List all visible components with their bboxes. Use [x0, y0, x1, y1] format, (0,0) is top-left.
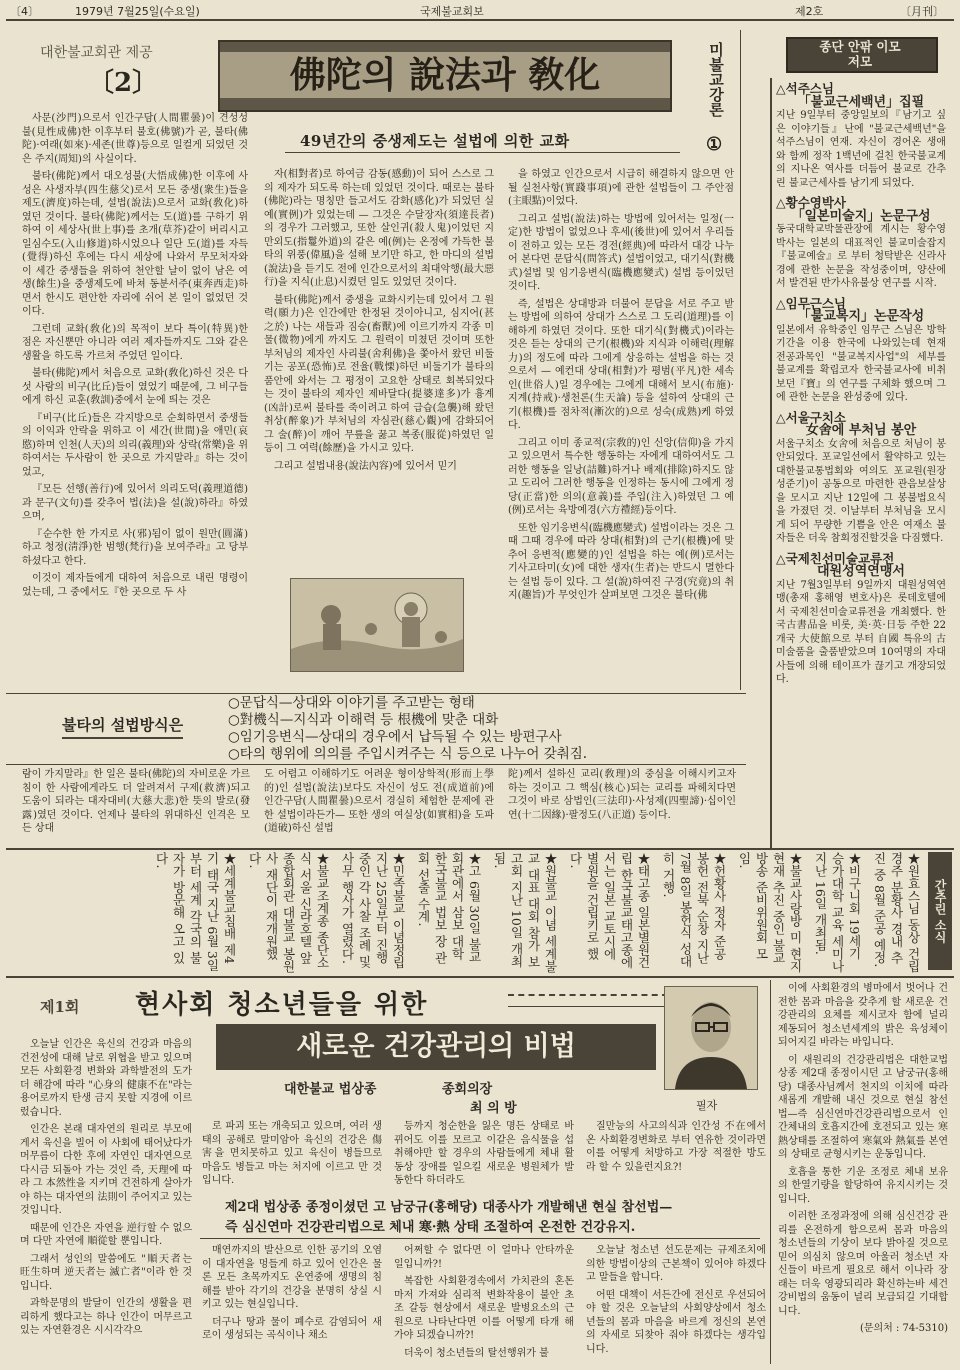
- paragraph: 『비구(比丘)들은 각지방으로 순회하면서 중생들의 이익과 안락을 위하고 이 세간(世間)을 애민(哀愍)하며 인천(人天)의 의리(義理)와 상락(常樂)을 위하여서는 두사람이 한 곳으로 가지말라』하는 것이었고,: [22, 412, 248, 478]
- sidebar-item-title: 「불교복지」논문작성: [797, 309, 925, 324]
- health-title-2: 새로운 건강관리의 비법: [296, 1031, 576, 1062]
- sidebar-item: [776, 82, 946, 190]
- health-col-3b: [394, 1244, 574, 1364]
- paragraph: 그리고 이미 종교적(宗敎的)인 신앙(信仰)을 가지고 있으면서 특수한 행동하는 자에게 대하여서도 그러한 행동을 일낭(詰難)하거나 배제(排除)하지도 않고 도리어 그러한 행동을 인정하는 동시에 그에게 정당(正當)한 의의(意義)를 주입(注入)하였던 그 예(例)로서는 육방예경(六方禮經)등이다.: [508, 437, 734, 516]
- brief-item: ★불교조계종 종단소식 서울 신라호텔 앞 종합회관 대불교 봉원사 재단이 재개원했다.: [247, 852, 330, 973]
- methods-top-rule: [6, 693, 746, 694]
- sidebar-item-title: 「일본미술지」논문구성: [791, 208, 931, 224]
- health-org: 대한불교 법상종: [284, 1082, 377, 1097]
- health-title-1: 현사회 청소년들을 위한: [135, 990, 429, 1020]
- series-number: ①: [706, 134, 723, 155]
- paragraph: 또한 임기응변식(臨機應變式) 설법이라는 것은 그때 그때 경우에 따라 상대(相對)의 근기(根機)에 맞추어 응변적(應變的)인 설법을 하는 예(例)로서는 기사고타미(女)에 대한 생자(生者)는 반드시 멸한다는 설법 등이 있다. 그 설(說)하여진 구경(究竟)의 취지(趣旨)가 무엇인가 살펴보면 그것은 불타(佛: [508, 522, 734, 601]
- brief-item: ★세계불교침배 제4기 태국 지난 6월 3일부터 세계 각국의 불자가 방문해 오고 있다.: [154, 852, 237, 972]
- health-lead-1: 제2대 법상종 종정이셨던 고 남궁규(홍해당) 대종사가 개발해낸 현실 참선법—: [225, 1200, 673, 1215]
- brief-item: ★태고종 일본별원건립 한국불교태고종에서는 일본 교토시에 별원을 건립키로 했다.: [568, 852, 651, 969]
- method-item: ○타의 행위에 의의를 주입시켜주는 식 등으로 나누어 갖춰짐.: [228, 746, 588, 762]
- paragraph: 즉, 설법은 상대방과 더불어 문답을 서로 주고 받는 방법에 의하여 상대가 스스로 그 도리(道理)를 이해하게 하였던 것이다. 또한 대기식(對機式)이라는 것은 듣는 상대의 근기(根機)와 지식과 이해력(理解力)의 정도에 따라 그에게 상응하는 설법을 하는 것으로서 — 예컨대 상대(相對)가 평범(平凡)한 세속인(世俗人)일 경우에는 그에게 대해서 보시(布施)·지계(持戒)·생천론(生天論) 등을 설하여 상대의 근기(根機)를 점차적(漸次的)으로 성숙(成熟)케 하였다.: [508, 298, 734, 431]
- health-author: 최 의 방: [470, 1101, 517, 1116]
- health-col-2b: [202, 1244, 382, 1364]
- brief-item: ★비구니회 19세기 승가대학 교육 세미나 지난 16일 개최됨.: [813, 852, 862, 973]
- health-col-3: [394, 1120, 574, 1194]
- brief-item: ★헌황사 정자 준공 봉헌 전북 순창 지난 7월 8일 봉헌식 성대히 거행.: [661, 852, 727, 968]
- health-series: 제1회: [40, 998, 80, 1016]
- method-item: ○문답식—상대와 이야기를 주고받는 형태: [228, 695, 475, 711]
- paragraph: 인간은 본래 대자연의 원리로 부모에게서 육신을 빌어 이 사회에 태어났다가 머무름이 다한 후에 자연인 대자연으로 다시금 되돌아 가는 것인 즉, 天理에 따라 그 本然性을 지키며 건전하게 살아가야 하는 대자연의 法則이 주어지고 있는 것입니다.: [20, 1124, 192, 1216]
- method-item: ○對機식—지식과 이해력 등 根機에 맞춘 대화: [228, 712, 499, 728]
- health-right-divider: [770, 980, 771, 1364]
- brief-item: ★원효스님 동상 건립 경주 분황사 경내 추진 중 8월 준공 예정.: [872, 852, 921, 973]
- paragraph: 불타(佛陀)께서 대오성불(大悟成佛)한 이후에 사성은 사생자부(四生慈父)로서 모든 중생(衆生)들을 제도(濟度)하는데, 설법(說法)으로서 교화(敎化)하였던 것이다. 불타(佛陀)께서는 도(道)를 구하기 위하여 이 세상사(世上事)를 초개(草芥)같이 버리시고 일심수도(入山修道)하시었으나 일단 도(道)를 자득(覺得)하신 후에는 다시 세상에 나와서 무모처자와 이 세간 중생들을 위하여 천안할 날이 없이 남은 여생(餘生)을 중생제도에 바쳐 동분서주(東奔西走)하면서 한시도 편안한 자리에 쉬어 본 일이 없었던 것이다.: [22, 171, 248, 317]
- health-title-2-box: [216, 1024, 656, 1070]
- sidebar-item-head: △황수영박사: [776, 195, 846, 210]
- sidebar-item-title: 女舍에 부처님 봉안: [805, 423, 917, 438]
- sidebar-item-body: 지난 7월3일부터 9일까지 대원성역연맹(총재 홍해영 변호사)은 롯데호텔에서 국제친선미술교류전을 개최했다. 한국古書品을 비롯, 美·英·日등 주한 22개국 大使館으로 부터 自國 특유의 古미술품을 출품받았으며 10여명의 자대사들에 의해 테이프가 끊기고 개장되었다.: [776, 579, 946, 685]
- sidebar-item-head: △석주스님: [776, 82, 834, 96]
- brief-item: ★민족불교 이념정립 지난 25일부터 진행 중인 각 사찰 조례 및 사무 행사가 열렸다.: [340, 852, 406, 969]
- paragraph: 『순수한 한 가지로 사(邪)됨이 없이 원만(圓滿)하고 청정(淸淨)한 범행(梵行)을 보여주라』고 당부하셨다고 한다.: [22, 528, 248, 567]
- paragraph: 그리고 설법내용(說法內容)에 있어서 믿기: [274, 460, 457, 472]
- paragraph: 과학문명의 발달이 인간의 생활을 편리하게 했다고는 하나 인간이 머무르고 있는 자연환경은 시시각각으: [20, 1298, 192, 1336]
- sidebar-item-head: △국제친선미술교류전: [776, 550, 895, 566]
- paragraph: 그래서 성인의 말씀에도 "順天者는 旺生하며 逆天者는 滅亡者"이라 한 것입니다.: [20, 1253, 192, 1292]
- page-number: 〔4〕: [10, 5, 39, 18]
- lecture-subtitle: 49년간의 중생제도는 설법에 의한 교화: [300, 132, 570, 150]
- series-divider: [740, 30, 741, 690]
- lecture-col-2: [264, 168, 494, 560]
- health-lead-2: 즉 심신연마 건강관리법으로 체내 寒·熱 상태 조절하여 온전한 건강유지.: [225, 1220, 636, 1235]
- paragraph: 질만능의 사고의식과 인간성 不在에서 온 사회환경변화로 부터 연유한 것이라면 이를 어떻게 처방하고 가장 적절한 방도라 할 수 있을런지요?!: [586, 1121, 766, 1173]
- sidebar-item-title: 「불교근세백년」집필: [797, 94, 925, 110]
- health-title-decoration: [508, 994, 668, 1007]
- paragraph: 복잡한 사회환경속에서 가치관의 혼돈마저 가져와 심리적 변화작용이 불안 초조 갈등 현상에서 새로운 발병요소의 근원으로 나타난다면 이를 어떻게 타개 해가야 되겠습니까?!: [394, 1276, 574, 1341]
- paragraph: 때문에 인간은 자연을 逆行할 수 없으며 다만 자연에 順從할 뿐입니다.: [20, 1222, 192, 1247]
- paragraph: 불타(佛陀)께서 중생을 교화시키는데 있어서 그 원력(願力)은 인간에만 한정된 것이아니고, 심지어(甚之於) 나는 새들과 짐승(畜獸)에 이르기까지 각종 미물(微物)에게 까지도 그 원력이 미쳤던 것이며 또한 부처님의 제자인 사리불(舍利佛)을 쫓아서 왔던 비둘기는 공포(恐怖)로 전율(戰慄)하던 비둘기가 불타의 품안에 와서는 그 평정이 고요한 상태로 회복되었다는 것이 불타의 제자인 제바달다(提婆達多)가 흉계(凶計)로써 불타를 죽이려고 하여 급습(急襲)해 왔던 취상(醉象)가 부처님의 자심관(慈心觀)에 감화되어 그 술(醉)이 깨어 무릎을 꿇고 복종(服從)하였던 일 등이 그 여력(餘歷)을 가시고 있다.: [264, 294, 494, 454]
- paragraph: 이러한 조정과정에 의해 심신건강 관리를 온전하게 함으로써 몸과 마음의 청소년들의 기상이 보다 밝아질 것으로 믿어 의심치 않으며 아울러 청소년 자신들이 바르게 필요로 해서 이나라 장래는 더욱 영광되리라 확신하는바 세건강비법의 움동이 널리 보급되길 기대합니다.: [778, 1211, 948, 1317]
- brief-bottom-rule: [6, 976, 954, 978]
- health-col-4: [586, 1120, 766, 1194]
- series-label: 미불교강론: [707, 42, 725, 117]
- sidebar-item: [776, 411, 946, 546]
- methods-list: [228, 695, 738, 763]
- sidebar-item: [776, 552, 946, 687]
- health-role: 종회의장: [442, 1082, 493, 1097]
- photo-caption: 필자: [696, 1099, 718, 1112]
- issue-date: 1979년 7월25일(수요일): [75, 5, 200, 18]
- paragraph: 등까지 청순한을 잃은 명든 상태로 바뀌어도 이를 모르고 이같은 음식물을 섭취해야만 할 경우의 사람들에게 체내 활동상 장애를 일으킬 새로운 병원체가 발동한다 하더라도: [394, 1121, 574, 1186]
- brief-strip: [10, 852, 922, 974]
- lecture-number: 〔2〕: [88, 68, 159, 98]
- sidebar-header-title: 종단 안팎 이모 저모: [819, 39, 901, 69]
- paragraph: 오늘날 인간은 육신의 건강과 마음의 건전성에 대해 날로 위협을 받고 있으며 모든 사회환경 변화와 과학발전의 도가 더 해감에 따라 "心身의 健康不在"라는 용어로까지 탄생 금지 못할 지경에 이르렀습니다.: [20, 1039, 192, 1118]
- brief-item: ★고 6월 30일 불교 회관에서 삼보 대학 한국불교 법보 장 관 회 선출 수계.: [416, 852, 482, 964]
- paragraph: 사문(沙門)으로서 인간구담(人間瞿曇)이 견성성불(見性成佛)한 이후부터 불호(佛號)가 곧, 불타(佛陀)·여래(如來)·세존(世尊)등으로 일컬게 되었던 것은 주지(周知)의 사실이다.: [22, 113, 248, 165]
- brief-item: ★불교사랑방 미 현지 현재 추진 중인 불교방송 준비위원회 모임.: [737, 852, 803, 973]
- paragraph: 로 파괴 또는 개축되고 있으며, 여러 생태의 공해로 말미암아 육신의 건강은 傷害을 면치못하고 있고 육신이 병들므로 마음도 병들고 마는 처지에 이르고 만 것입니다.: [202, 1121, 382, 1186]
- lecture-bottom-col-2: 도 어렵고 이해하기도 어려운 형이상학적(形而上學的)인 설법(說法)보다도 자신이 성도 전(成道前)에 인간구담(人間瞿曇)으로서 경실히 체험한 문제에 관한 설법이라든가— 또한 생의 여실상(如實相)을 도파(道破)하신 설법: [264, 769, 494, 834]
- masthead-rule: [6, 19, 954, 21]
- paragraph: 더욱이 청소년들의 탈선행위가 불: [404, 1347, 549, 1359]
- paper-name: 국제불교회보: [420, 5, 484, 18]
- paragraph: 매연까지의 발산으로 인한 공기의 오염이 대자연을 멍들게 하고 있어 인간은 물론 모든 초목까지도 온연중에 생명의 침해를 받아 각기의 건강을 분명히 상실 시키고 있는 현실입니다.: [202, 1245, 382, 1310]
- paragraph: 이것이 제자들에게 대하여 처음으로 내린 명령이었는데, 그 중에서도『한 곳으로 두 사: [22, 573, 248, 598]
- sidebar-item-title: 대원성역연맹서: [817, 564, 905, 579]
- sidebar-item-body: 서울구치소 女舍에 처음으로 처님이 봉안되었다. 포교일선에서 활약하고 있는 대한불교통법회와 여의도 포교원(원장 성준기)이 공동으로 마련한 관음보살상을 모시고 지난 12일에 그 봉불법요식을 가졌던 것. 이날부터 부처님을 모시게 되어 무량한 기쁨을 안은 여재소 불자들은 더욱 참회정진할것을 다짐했다.: [776, 438, 946, 544]
- lecture-provider: 대한불교회관 제공: [40, 45, 153, 61]
- sidebar-header: [786, 37, 938, 73]
- lecture-col-3: [508, 168, 734, 680]
- paragraph: 을 하였고 인간으로서 시급히 해결하지 않으면 안될 실천사항(實踐事項)에 관한 설법들이 그 주안점(主眼點)이었다.: [508, 169, 734, 207]
- paragraph: 호흡을 통한 기운 조정로 체내 보유의 한열기량을 할당하여 유지시키는 것입니다.: [778, 1166, 948, 1205]
- subtitle-underline: [285, 152, 680, 153]
- masthead: [0, 0, 960, 20]
- lecture-bottom-col-3: 陀)께서 설하신 교리(敎理)의 중심을 이해시키고자 하는 것이고 그 핵심(核心)되는 교리를 파헤치다면 그것이 바로 삼법인(三法印)·사성제(四聖諦)·십이인연(十二因緣)·팔정도(八正道) 등이다.: [508, 769, 736, 821]
- frequency: 〔月刊〕: [900, 5, 944, 18]
- paragraph: 더구나 땅과 물이 폐수로 감염되어 새로이 생성되는 곡식이나 채소: [202, 1316, 382, 1341]
- brief-top-rule: [6, 848, 954, 850]
- buddha-illustration: [290, 578, 464, 672]
- author-photo: [664, 986, 758, 1090]
- illustration-drawing: [291, 579, 463, 671]
- paragraph: 어떤 대책이 서든간에 전신로 우선되어야 할 것은 오늘날의 사회양상에서 청소년들의 몸과 마음을 바르게 정신의 본연의 자세로 되찾아 줘야 하겠다는 생각입니다.: [586, 1289, 766, 1355]
- method-item: ○임기응변식—상대의 경우에서 납득될 수 있는 방편구사: [228, 729, 562, 745]
- brief-header: 간추린 소식: [928, 852, 952, 970]
- paragraph: 불타(佛陀)께서 처음으로 교화(敎化)하신 것은 다섯 사람의 비구(比丘)들이 였었기 때문에, 그 비구들에게 하신 교훈(敎訓)중에서 눈에 띄는 것은: [22, 368, 248, 406]
- methods-title: 불타의 설법방식은: [62, 714, 183, 739]
- sidebar-item-body: 지난 9일부터 중앙일보의『남기고 싶은 이야기들』난에 "불교근세백년"을 석주스님이 연재. 자신이 경어온 생애와 함께 정작 1백년에 걸친 한국불교계의 지나온 역사를 더듬어 불교로 간추린 불교근세사를 남기게 되었다.: [776, 110, 946, 189]
- health-col-1: [20, 1038, 192, 1364]
- lecture-bottom-col-1: 람이 가지말라』한 일은 불타(佛陀)의 자비로운 가르침이 한 사람에게라도 더 알려져서 구제(救濟)되고 도움이 되라는 대자대비(大慈大悲)한 뜻의 발로(發露)였던 것이다. 언제나 불타의 위대하신 인격은 모든 상대: [22, 769, 250, 834]
- paragraph: 자(相對者)로 하여금 감동(感動)이 되어 스스로 그의 제자가 되도록 하는데 있었던 것이다. 때로는 불타(佛陀)라는 명칭만 들고서도 감화(感化)가 되었던 실예(實例)가 있었는데 — 그것은 수달장자(須達長者)의 경우가 그러했고, 또한 살인귀(殺人鬼)이었던 지만외도(指鬘外道)의 같은 예(例)는 온정에 가득한 불타의 위풍(偉風)을 설해 보기만 하고, 한 마디의 설법(說法)을 듣기도 전에 인간으로서의 최대악행(最大惡行)을 지식(止息)시켰던 일도 있었던 것이다.: [264, 169, 494, 288]
- paragraph: 『모든 선행(善行)에 있어서 의리도덕(義理道德)과 문구(文句)를 갖추어 법(法)을 설(說)하라』하였으며,: [22, 484, 248, 522]
- paragraph: 오늘날 청소년 선도문제는 규제조치에 의한 방법이상의 근본책이 있어야 하겠다고 말들을 합니다.: [586, 1245, 766, 1283]
- sidebar-item-body: 일본에서 유학중인 임무근 스님은 방학기간을 이용 한국에 나와있는데 현재 전공과목인 "불교복지사업"의 세부를 불교계를 확립코자 한국불교사에 비취보던『寶』의 연구를 구체화 했으며 그에 관한 논문을 완성중에 있다.: [776, 324, 946, 403]
- paragraph: 이에 사회환경의 병마에서 벗어나 건전한 몸과 마음을 갖추게 할 새로운 건강관리의 요체를 제시코자 함에 널리 제동되어 청소년세계의 밝은 육성체이 되어지길 바라는 바입니다.: [778, 983, 948, 1048]
- paragraph: 어쩌할 수 없다면 이 얼마나 안타까운 일입니까?!: [394, 1245, 574, 1270]
- lecture-title: 佛陀의 說法과 敎化: [220, 52, 670, 98]
- sidebar-item-body: 동국대학교박물관장에 계시는 황수영박사는 일본의 대표적인 불교미술잡지『불교예술』로 부터 청탁받은 신라사경에 관한 논문을 작성중이며, 양산에서 발견된 반가사유불상 연구를 시작.: [776, 224, 946, 289]
- lecture-col-1: [22, 112, 248, 680]
- sidebar-news: [776, 82, 946, 852]
- brief-item: ★원불교 이념 세계불교 대표 대회 참가 보고회 지난 10일 개최됨.: [492, 852, 558, 973]
- paragraph: (문의처 : 74-5310): [859, 1323, 948, 1334]
- sidebar-item-head: △임무근스님: [776, 295, 846, 311]
- paragraph: 그리고 설법(說法)하는 방법에 있어서는 일정(一定)한 방법이 없었으나 후세(後世)에 있어서 우리들이 전하고 있는 모든 경전(經典)에 따라서 대강 나누어 본다면 문답식(問答式) 설법이었고, 대기식(對機式)설법 및 임기응변식(臨機應變式) 설법 등이었던 것이다.: [508, 213, 734, 292]
- health-col-4b: [586, 1244, 766, 1364]
- issue-number: 제2호: [795, 5, 824, 18]
- sidebar-item: [776, 297, 946, 405]
- methods-bottom-rule: [6, 764, 746, 765]
- sidebar-left-border: [770, 78, 772, 848]
- lecture-title-box: [218, 40, 672, 112]
- lead-rule: [200, 1238, 760, 1239]
- author-portrait: [665, 987, 757, 1089]
- paragraph: 이 새원리의 건강관리법은 대한교법상종 제2대 종정이시던 고 남궁규(홍해당) 대종사님께서 천지의 이치에 따라 새롭게 개발해 내신 것으로 현실 참선법—즉 심신연마건강관리법으로서 인간체내의 호흡지간에 호전되고 있는 寒熱상태를 조절하여 寒氣와 熱氣를 본연의 상태로 균형시키는 운동입니다.: [778, 1054, 948, 1160]
- sidebar-item-head: △서울구치소: [776, 409, 846, 425]
- paragraph: 그런데 교화(敎化)의 목적이 보다 특이(特異)한 점은 자신뿐만 아니라 여러 제자들까지도 그와 같은 생활을 하도록 가르쳐 주었던 일이다.: [22, 323, 248, 362]
- health-col-2: [202, 1120, 382, 1194]
- sidebar-item: [776, 196, 946, 291]
- health-right-col: [778, 982, 948, 1364]
